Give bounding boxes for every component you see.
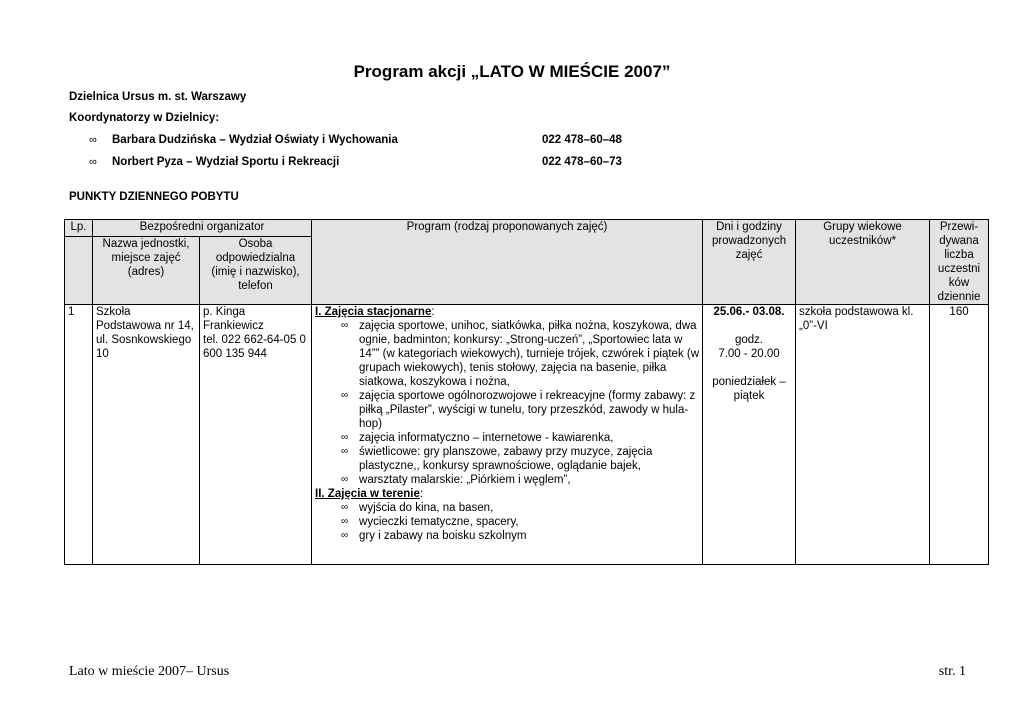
hours-label: godz.	[734, 334, 764, 346]
header-lp-empty	[65, 237, 93, 305]
bullet-icon: ∞	[89, 156, 97, 168]
row-count: 160	[930, 305, 989, 565]
list-item: ∞ warsztaty malarskie: „Piórkiem i węglem”,	[341, 473, 699, 487]
coordinator-phone: 022 478–60–48	[542, 134, 622, 146]
list-item: ∞ zajęcia informatyczno – internetowe - kawiarenka,	[341, 431, 699, 445]
coordinator-phone: 022 478–60–73	[542, 156, 622, 168]
row-groups: szkoła podstawowa kl. „0”-VI	[796, 305, 930, 565]
row-lp: 1	[65, 305, 93, 565]
list-item: ∞ wyjścia do kina, na basen,	[341, 501, 699, 515]
program-section-title: I. Zajęcia stacjonarne	[315, 306, 432, 318]
list-item: ∞ świetlicowe: gry planszowe, zabawy przy muzyce, zajęcia plastyczne,, konkursy sprawnościowe, oglądanie bajek,	[341, 445, 699, 473]
hours: 7.00 - 20.00	[718, 348, 780, 360]
coordinator-item	[89, 156, 622, 168]
footer-left: Lato w mieście 2007– Ursus	[69, 664, 230, 679]
row-days	[703, 305, 796, 565]
page-title: Program akcji „LATO W MIEŚCIE 2007”	[353, 62, 671, 81]
coordinator-item	[89, 134, 622, 146]
activity-list	[315, 319, 699, 487]
coordinator-name: Barbara Dudzińska – Wydział Oświaty i Wychowania	[112, 134, 398, 146]
list-item: ∞ zajęcia sportowe ogólnorozwojowe i rekreacyjne (formy zabawy: z piłką „Pilaster”, wyścigi w tunelu, tory przeszkód, zawody w hula-hop)	[341, 389, 699, 431]
coordinators-label: Koordynatorzy w Dzielnicy:	[69, 112, 220, 124]
list-item: ∞ wycieczki tematyczne, spacery,	[341, 515, 699, 529]
dates: 25.06.- 03.08.	[713, 306, 785, 318]
activity-list	[315, 501, 699, 543]
header-days: Dni i godziny prowadzonych zajęć	[703, 220, 796, 305]
page-number: str. 1	[938, 664, 966, 679]
weekdays: poniedziałek – piątek	[712, 376, 786, 402]
list-item: ∞ gry i zabawy na boisku szkolnym	[341, 529, 699, 543]
header-unit: Nazwa jednostki, miejsce zajęć (adres)	[93, 237, 200, 305]
program-table	[64, 219, 989, 565]
header-program: Program (rodzaj proponowanych zajęć)	[312, 220, 703, 305]
list-item: ∞ zajęcia sportowe, unihoc, siatkówka, piłka nożna, koszykowa, dwa ognie, badminton; konkursy: „Strong-uczeń”, „Sportowiec lata w 14”” (w kategoriach wiekowych), turnieje trójek, czwórek i piątek (w grupach wiekowych), tenis stołowy, zajęcia na basenie, piłka siatkowa, koszykowa i nożna,	[341, 319, 699, 389]
person-phone: tel. 022 662-64-05 0 600 135 944	[203, 334, 306, 360]
header-person: Osoba odpowiedzialna (imię i nazwisko), telefon	[200, 237, 312, 305]
table-row	[65, 305, 989, 565]
row-person	[200, 305, 312, 565]
row-unit: Szkoła Podstawowa nr 14, ul. Sosnkowskiego 10	[93, 305, 200, 565]
district-name: Dzielnica Ursus m. st. Warszawy	[69, 91, 247, 103]
program-section-title: II. Zajęcia w terenie	[315, 488, 420, 500]
coordinator-name: Norbert Pyza – Wydział Sportu i Rekreacji	[112, 156, 340, 168]
bullet-icon: ∞	[89, 134, 97, 146]
header-lp: Lp.	[65, 220, 93, 237]
header-count: Przewi-dywana liczba uczestni ków dziennie	[930, 220, 989, 305]
row-program: I. Zajęcia stacjonarne: ∞ zajęcia sportowe, unihoc, siatkówka, piłka nożna, koszykowa, dwa ognie, badminton; konkursy: „Strong-uczeń”, „Sportowiec lata w 14”” (w kategoriach wiekowych), turnieje trójek, czwórek i piątek (w grupach wiekowych), tenis stołowy, zajęcia na basenie, piłka siatkowa, koszykowa i nożna, ∞ zajęcia sportowe ogólnorozwojowe i rekreacyjne (formy zabawy: z piłką „Pilaster”, wyścigi w tunelu, tory przeszkód, zawody w hula-hop) ∞ zajęcia informatyczno – internetowe - kawiarenka, ∞ świetlicowe: gry planszowe, zabawy przy muzyce, zajęcia plastyczne,, konkursy sprawnościowe, oglądanie bajek, ∞ warsztaty malarskie: „Piórkiem i węglem”, II. Zajęcia w terenie: ∞ wyjścia do kina, na basen, ∞ wycieczki tematyczne, spacery, ∞ gry i zabawy na boisku szkolnym	[312, 305, 703, 565]
section-title: PUNKTY DZIENNEGO POBYTU	[69, 191, 239, 203]
header-organizer: Bezpośredni organizator	[93, 220, 312, 237]
person-name: p. Kinga Frankiewicz	[203, 306, 264, 332]
header-groups: Grupy wiekowe uczestników*	[796, 220, 930, 305]
